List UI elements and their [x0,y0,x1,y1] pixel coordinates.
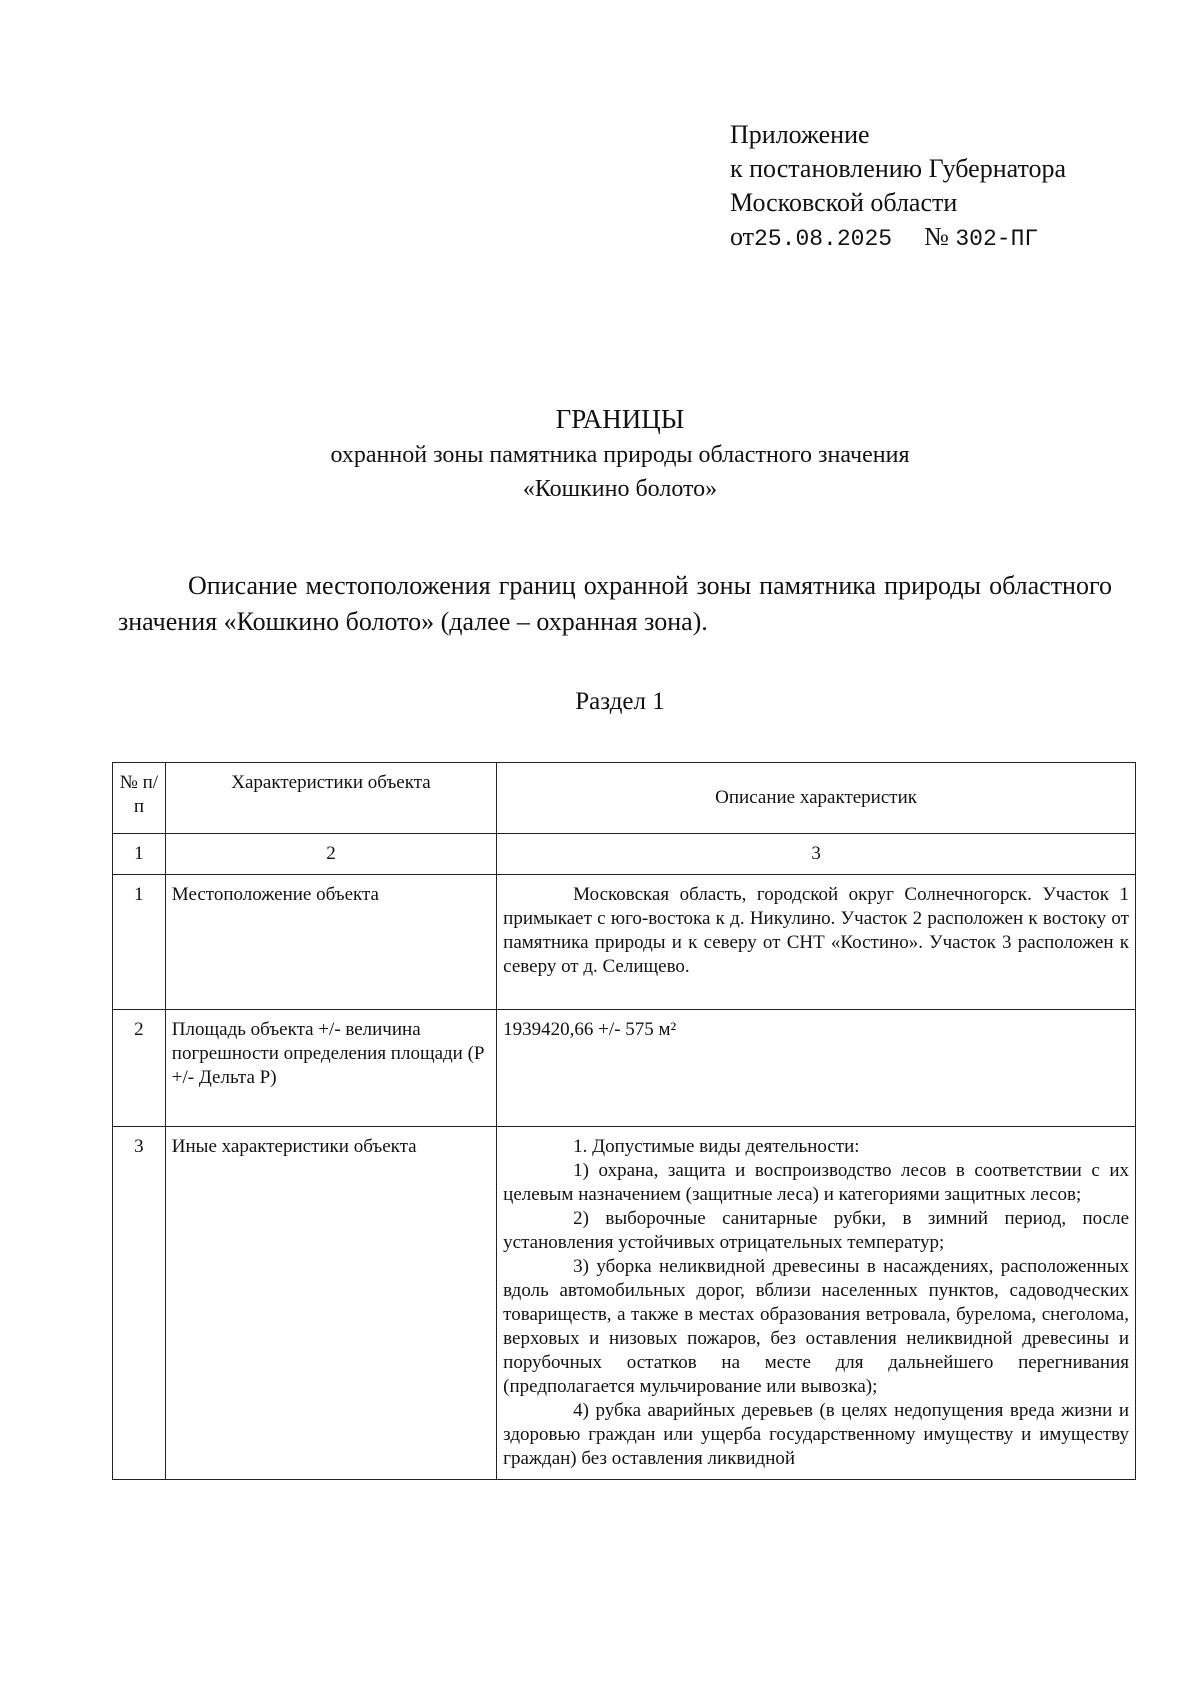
numbering-cell: 3 [497,834,1136,875]
header-number: № п/п [113,763,166,834]
row-description: Московская область, городской округ Солнечногорск. Участок 1 примыкает с юго-востока к д. Никулино. Участок 2 расположен к востоку от памятника природы и к северу от СНТ «Костино». Участок 3 расположен к северу от д. Селищево. [497,875,1136,1010]
intro-paragraph: Описание местоположения границ охранной зоны памятника природы областного значения «Кошкино болото» (далее – охранная зона). [118,571,1112,636]
header-description: Описание характеристик [497,763,1136,834]
title-main: ГРАНИЦЫ [555,404,685,434]
characteristics-table [112,762,1136,1480]
table-header-row [113,763,1136,834]
date-prefix: от [730,222,755,251]
row-name: Местоположение объекта [165,875,496,1010]
numbering-cell: 1 [113,834,166,875]
decree-number: 302-ПГ [955,226,1039,252]
activity-item: 2) выборочные санитарные рубки, в зимний период, после установления устойчивых отрицательных температур; [503,1208,1129,1253]
activity-item: 1) охрана, защита и воспроизводство лесов в соответствии с их целевым назначением (защитные леса) и категориями защитных лесов; [503,1160,1129,1205]
appendix-block [730,118,1066,256]
row-description [497,1127,1136,1480]
section-heading: Раздел 1 [575,688,665,715]
appendix-line1: Приложение [730,120,870,149]
title-line3: «Кошкино болото» [522,476,718,502]
document-title [0,402,1200,506]
row-number: 1 [113,875,166,1010]
numbering-cell: 2 [165,834,496,875]
appendix-line3: Московской области [730,188,958,217]
row-name: Иные характеристики объекта [165,1127,496,1480]
table-row [113,1127,1136,1480]
number-prefix: № [924,222,949,251]
activity-item: 3) уборка неликвидной древесины в насаждениях, расположенных вдоль автомобильных дорог, вблизи населенных пунктов, садоводческих товариществ, а также в местах образования ветровала, бурелома, снеголома, верховых и низовых пожаров, без оставления неликвидной древесины и порубочных остатков на месте для дальнейшего перегнивания (предполагается мульчирование или вывозка); [503,1256,1129,1397]
appendix-line2: к постановлению Губернатора [730,154,1067,183]
table-row [113,1010,1136,1127]
row-number: 3 [113,1127,166,1480]
permitted-activities-heading: 1. Допустимые виды деятельности: [573,1136,860,1157]
table-numbering-row [113,834,1136,875]
table-row [113,875,1136,1010]
row-number: 2 [113,1010,166,1127]
row-name: Площадь объекта +/- величина погрешности определения площади (P +/- Дельта P) [165,1010,496,1127]
decree-date: 25.08.2025 [754,226,893,252]
title-line2: охранной зоны памятника природы областного значения [330,442,910,468]
header-characteristics: Характеристики объекта [165,763,496,834]
activity-item: 4) рубка аварийных деревьев (в целях недопущения вреда жизни и здоровью граждан или ущерба государственному имуществу и имуществу граждан) без оставления ликвидной [503,1400,1129,1469]
appendix-date-line [730,220,1066,256]
row-description: 1939420,66 +/- 575 м² [497,1010,1136,1127]
